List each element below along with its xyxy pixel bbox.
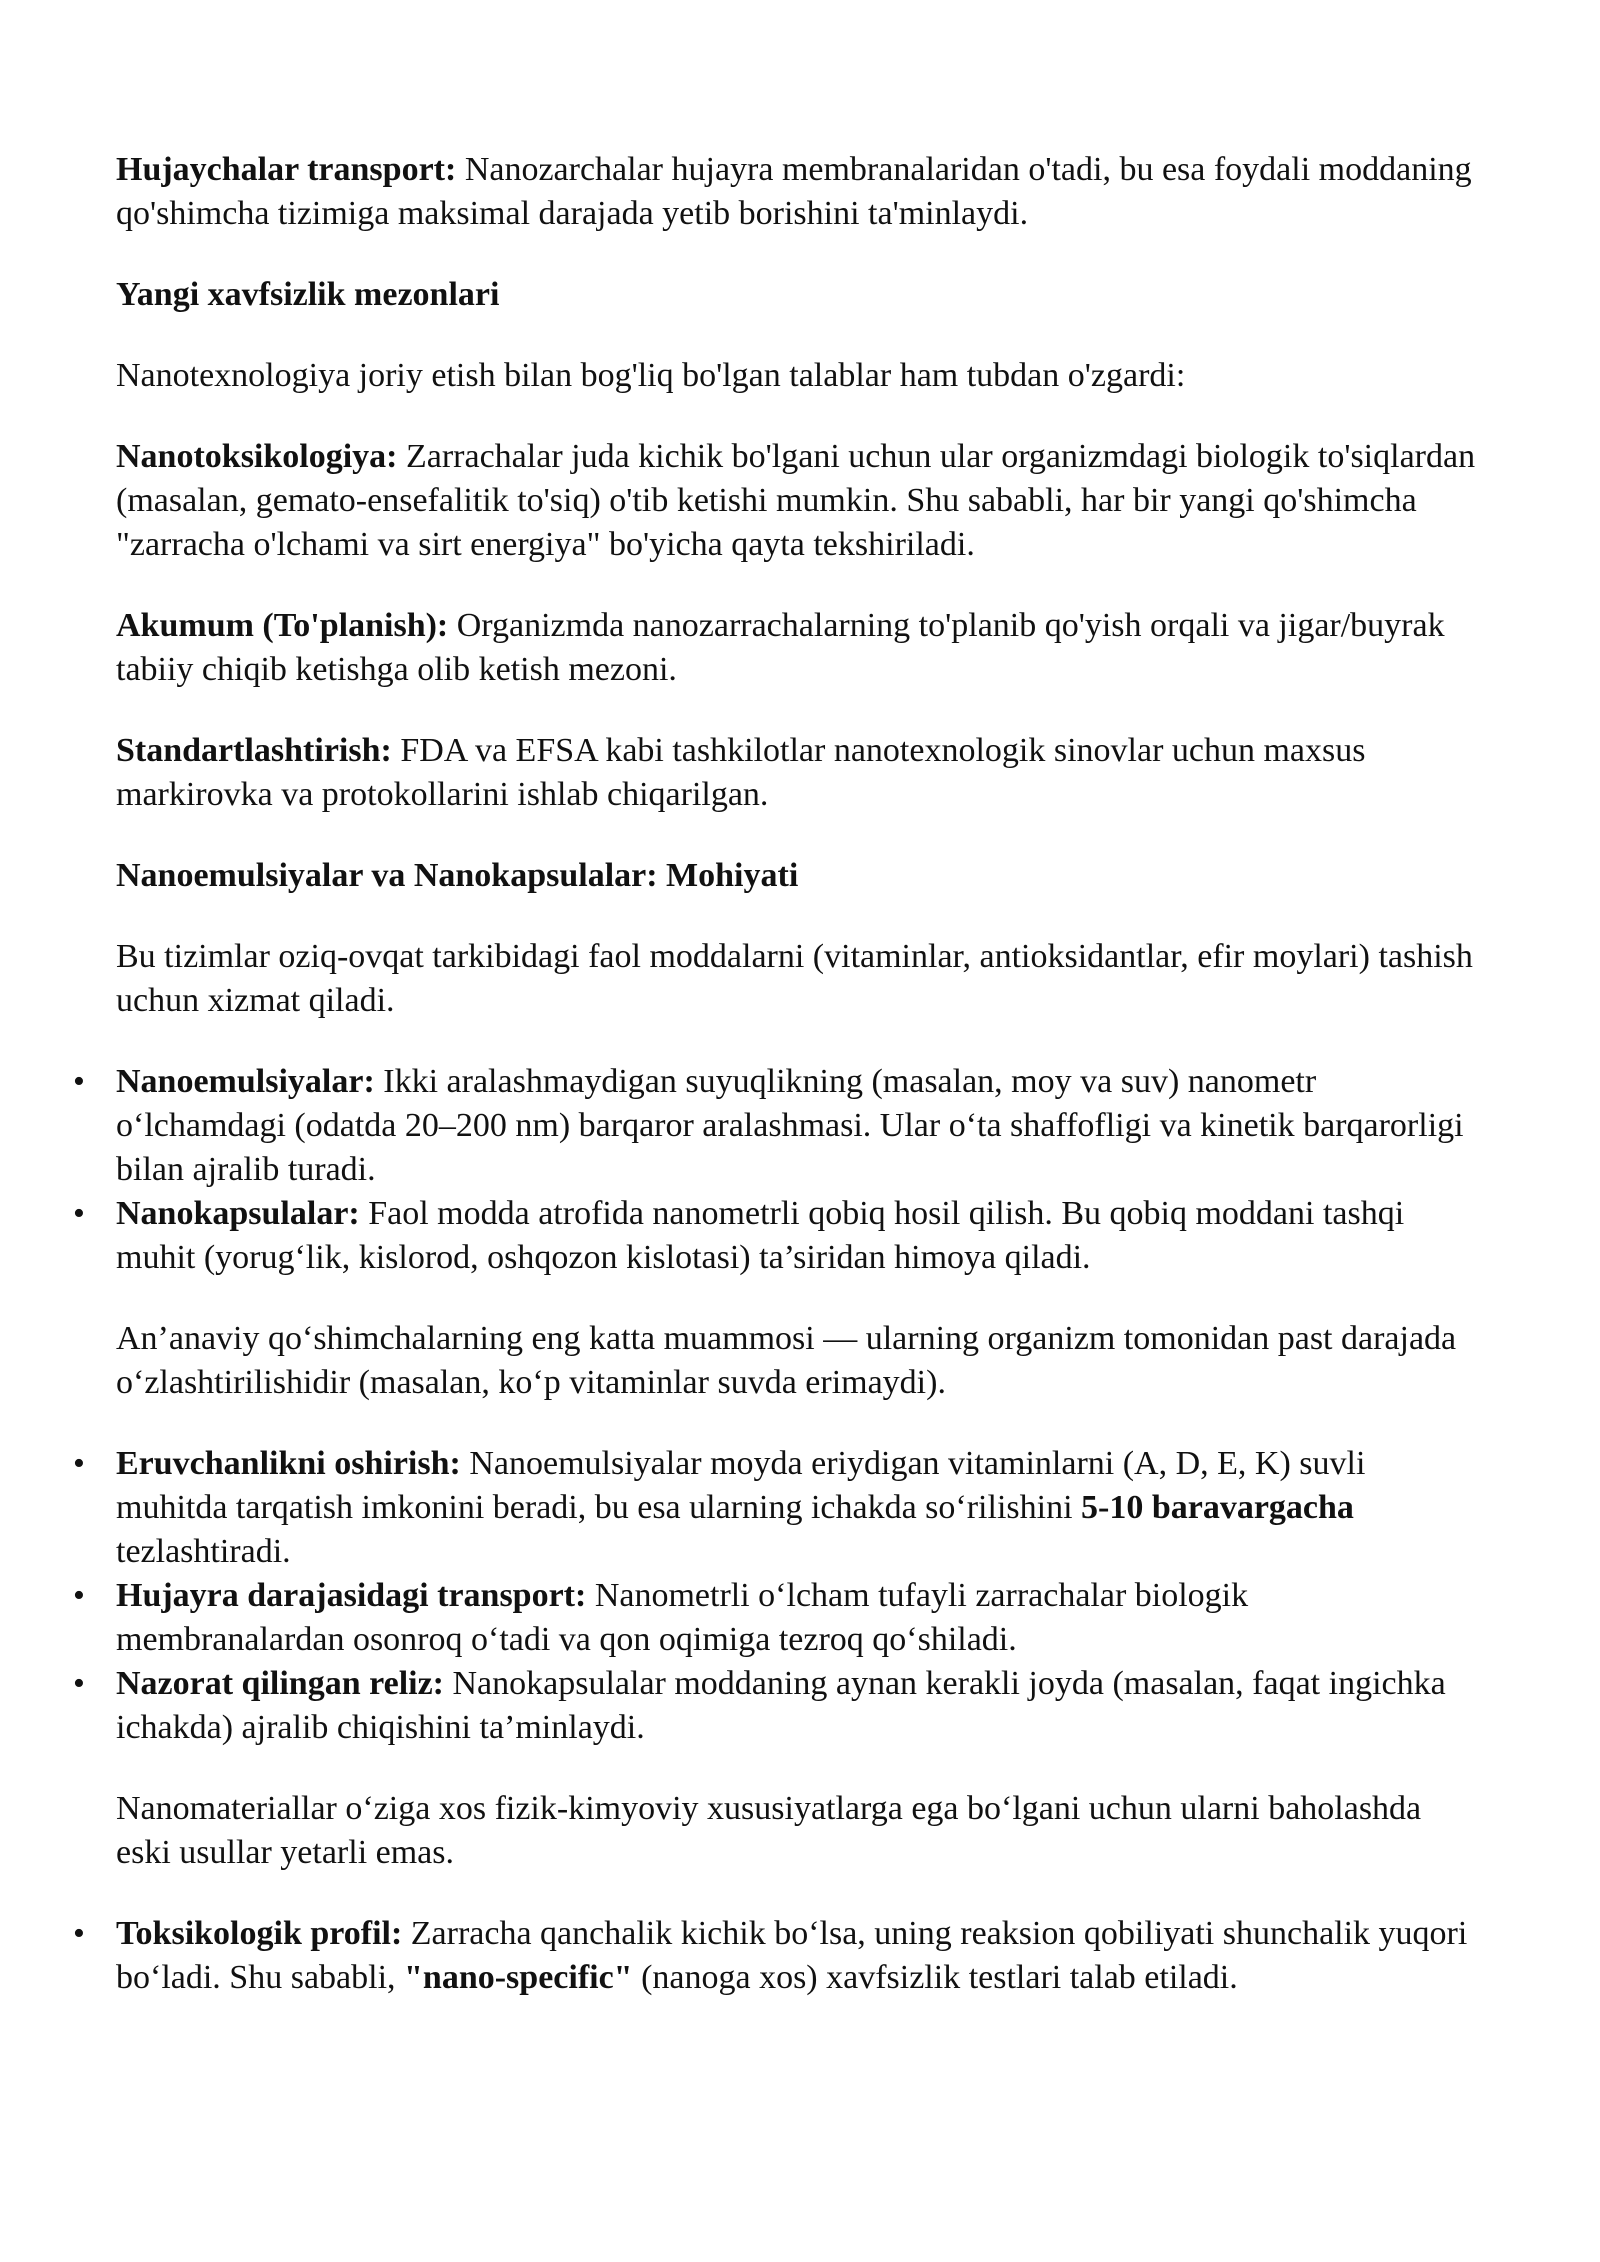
term-label: Akumum (To'planish):	[116, 607, 449, 644]
list-item-text: Nanokapsulalar moddaning aynan kerakli joyda (masalan, faqat ingichka ichakda) ajralib chiqishini ta’minlaydi.	[116, 1665, 1446, 1746]
list-item-text: Ikki aralashmaydigan suyuqlikning (masalan, moy va suv) nanometr o‘lchamdagi (odatda 20–200 nm) barqaror aralashmasi. Ular o‘ta shaffofligi va kinetik barqarorligi bilan ajralib turadi.	[116, 1063, 1464, 1188]
term-label: Hujaychalar transport:	[116, 151, 457, 188]
list-item	[73, 1574, 1484, 1662]
bullet-icon: •	[73, 1577, 85, 1614]
list-item-text: Nanometrli o‘lcham tufayli zarrachalar biologik membranalardan osonroq o‘tadi va qon oqimiga tezroq qo‘shiladi.	[116, 1577, 1249, 1658]
paragraph-cell-transport	[116, 148, 1484, 236]
bullet-icon: •	[73, 1063, 85, 1100]
term-label: Nanoemulsiyalar:	[116, 1063, 375, 1100]
term-label: Nanokapsulalar:	[116, 1195, 360, 1232]
term-label: Standartlashtirish:	[116, 732, 392, 769]
paragraph-standardization	[116, 729, 1484, 817]
term-label: Nazorat qilingan reliz:	[116, 1665, 444, 1702]
bullet-list-definitions	[73, 1060, 1484, 1280]
bullet-icon: •	[73, 1915, 85, 1952]
paragraph-text: Nanozarchalar hujayra membranalaridan o'tadi, bu esa foydali moddaning qo'shimcha tizimiga maksimal darajada yetib borishini ta'minlaydi.	[116, 151, 1472, 232]
paragraph-evaluation-methods: Nanomateriallar o‘ziga xos fizik-kimyoviy xususiyatlarga ega bo‘lgani uchun ularni baholashda eski usullar yetarli emas.	[116, 1790, 1422, 1871]
list-item	[73, 1060, 1484, 1192]
paragraph-systems-purpose: Bu tizimlar oziq-ovqat tarkibidagi faol moddalarni (vitaminlar, antioksidantlar, efir moylari) tashish uchun xizmat qiladi.	[116, 938, 1473, 1019]
term-label: Nanotoksikologiya:	[116, 438, 398, 475]
list-item-text-tail: tezlashtiradi.	[116, 1533, 291, 1570]
list-item	[73, 1442, 1484, 1574]
bullet-icon: •	[73, 1195, 85, 1232]
list-item-text: Faol modda atrofida nanometrli qobiq hosil qilish. Bu qobiq moddani tashqi muhit (yorug‘lik, kislorod, oshqozon kislotasi) ta’siridan himoya qiladi.	[116, 1195, 1405, 1276]
bullet-icon: •	[73, 1445, 85, 1482]
emphasis-text: "nano-specific"	[404, 1959, 633, 1996]
paragraph-nanotoxicology	[116, 435, 1484, 567]
paragraph-text: FDA va EFSA kabi tashkilotlar nanotexnologik sinovlar uchun maxsus markirovka va protokollarini ishlab chiqarilgan.	[116, 732, 1366, 813]
paragraph-text: Organizmda nanozarrachalarning to'planib qo'yish orqali va jigar/buyrak tabiiy chiqib ketishga olib ketish mezoni.	[116, 607, 1445, 688]
list-item	[73, 1192, 1484, 1280]
emphasis-text: 5-10 baravargacha	[1081, 1489, 1354, 1526]
paragraph-text: Zarrachalar juda kichik bo'lgani uchun ular organizmdagi biologik to'siqlardan (masalan, gemato-ensefalitik to'siq) o'tib ketishi mumkin. Shu sababli, har bir yangi qo'shimcha "zarracha o'lchami va sirt energiya" bo'yicha qayta tekshiriladi.	[116, 438, 1476, 563]
section-heading-safety: Yangi xavfsizlik mezonlari	[116, 276, 500, 313]
term-label: Toksikologik profil:	[116, 1915, 403, 1952]
paragraph-accumulation	[116, 604, 1484, 692]
paragraph-traditional-problem: An’anaviy qo‘shimchalarning eng katta muammosi — ularning organizm tomonidan past darajada o‘zlashtirilishidir (masalan, ko‘p vitaminlar suvda erimaydi).	[116, 1320, 1457, 1401]
term-label: Hujayra darajasidagi transport:	[116, 1577, 587, 1614]
paragraph-intro-requirements: Nanotexnologiya joriy etish bilan bog'liq bo'lgan talablar ham tubdan o'zgardi:	[116, 357, 1186, 394]
list-item	[73, 1662, 1484, 1750]
section-heading-nanoemulsions: Nanoemulsiyalar va Nanokapsulalar: Mohiyati	[116, 857, 799, 894]
term-label: Eruvchanlikni oshirish:	[116, 1445, 461, 1482]
bullet-list-toxicology	[73, 1912, 1484, 2000]
bullet-list-advantages	[73, 1442, 1484, 1750]
list-item-text: Zarracha qanchalik kichik bo‘lsa, uning reaksion qobiliyati shunchalik yuqori bo‘ladi. Shu sababli,	[116, 1915, 1468, 1996]
list-item-text-tail: (nanoga xos) xavfsizlik testlari talab etiladi.	[632, 1959, 1238, 1996]
list-item-text: Nanoemulsiyalar moyda eriydigan vitaminlarni (A, D, E, K) suvli muhitda tarqatish imkonini beradi, bu esa ularning ichakda so‘rilishini	[116, 1445, 1366, 1526]
list-item	[73, 1912, 1484, 2000]
bullet-icon: •	[73, 1665, 85, 1702]
